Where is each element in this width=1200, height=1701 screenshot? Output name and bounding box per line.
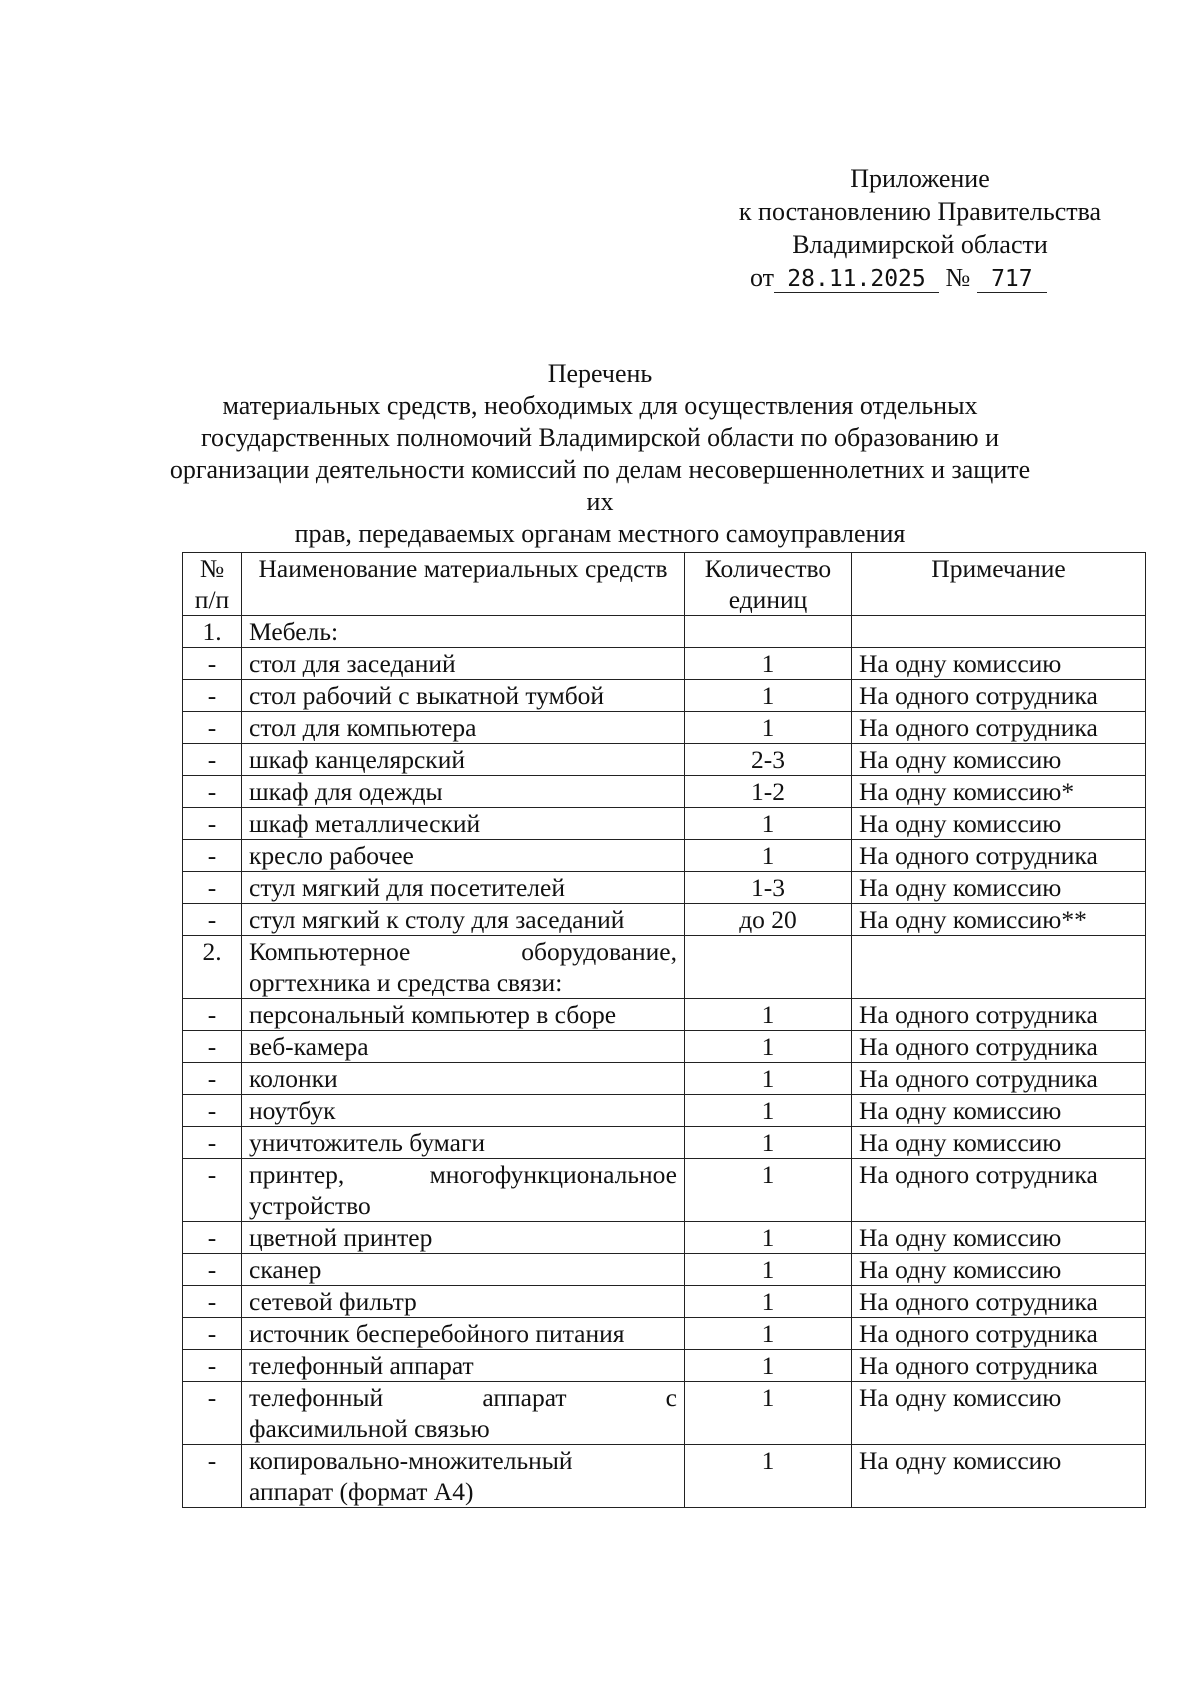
row-note: На одного сотрудника — [852, 680, 1146, 712]
row-quantity: 1 — [685, 999, 852, 1031]
row-name: источник бесперебойного питания — [242, 1318, 685, 1350]
row-note: На одну комиссию — [852, 744, 1146, 776]
table-row — [183, 680, 1146, 712]
row-number: - — [183, 680, 242, 712]
table-header-row — [183, 553, 1146, 616]
row-quantity: 1 — [685, 712, 852, 744]
row-name: шкаф канцелярский — [242, 744, 685, 776]
row-note: На одного сотрудника — [852, 1286, 1146, 1318]
row-number: - — [183, 1254, 242, 1286]
row-note: На одного сотрудника — [852, 1350, 1146, 1382]
table-row — [183, 1382, 1146, 1445]
row-name: уничтожитель бумаги — [242, 1127, 685, 1159]
row-number: - — [183, 712, 242, 744]
resolution-number: 717 — [977, 266, 1047, 293]
table-row — [183, 1031, 1146, 1063]
row-name: сетевой фильтр — [242, 1286, 685, 1318]
table-row — [183, 872, 1146, 904]
row-name: цветной принтер — [242, 1222, 685, 1254]
title-line-1: Перечень — [547, 359, 653, 388]
row-quantity: 1 — [685, 1254, 852, 1286]
header-name: Наименование материальных средств — [242, 553, 685, 616]
row-name: стол для компьютера — [242, 712, 685, 744]
table-row — [183, 904, 1146, 936]
row-name: стол для заседаний — [242, 648, 685, 680]
row-number: - — [183, 1127, 242, 1159]
row-quantity: 2-3 — [685, 744, 852, 776]
row-name: сканер — [242, 1254, 685, 1286]
row-number: - — [183, 808, 242, 840]
row-name-part-1: копировально-множительный — [249, 1446, 573, 1475]
table-row — [183, 1222, 1146, 1254]
row-quantity: 1 — [685, 1031, 852, 1063]
row-number: - — [183, 1031, 242, 1063]
table-row — [183, 1095, 1146, 1127]
appendix-header — [690, 162, 1150, 294]
row-name: кресло рабочее — [242, 840, 685, 872]
title-line-4: организации деятельности комиссий по делам несовершеннолетних и защите их — [169, 455, 1031, 516]
row-name-part-1: принтер, многофункциональное — [249, 1160, 677, 1189]
table-row — [183, 1159, 1146, 1222]
row-note: На одну комиссию** — [852, 904, 1146, 936]
row-name: стул мягкий для посетителей — [242, 872, 685, 904]
row-quantity: 1 — [685, 1445, 852, 1508]
row-note: На одну комиссию — [852, 1095, 1146, 1127]
row-number: - — [183, 1286, 242, 1318]
row-number: - — [183, 1318, 242, 1350]
row-name: стул мягкий к столу для заседаний — [242, 904, 685, 936]
appendix-resolution: к постановлению Правительства — [738, 197, 1102, 226]
row-name: стол рабочий с выкатной тумбой — [242, 680, 685, 712]
row-number: - — [183, 904, 242, 936]
row-quantity: 1 — [685, 648, 852, 680]
row-note: На одного сотрудника — [852, 1159, 1146, 1222]
table-row — [183, 1318, 1146, 1350]
table-row — [183, 1350, 1146, 1382]
row-quantity: 1 — [685, 1159, 852, 1222]
row-quantity: 1-2 — [685, 776, 852, 808]
row-quantity: 1-3 — [685, 872, 852, 904]
row-name: Мебель: — [242, 616, 685, 648]
row-name — [242, 1382, 685, 1445]
row-name: шкаф для одежды — [242, 776, 685, 808]
row-note: На одну комиссию — [852, 1382, 1146, 1445]
row-name-part-1: телефонный аппарат с — [249, 1383, 677, 1412]
table-row — [183, 744, 1146, 776]
row-number: - — [183, 1382, 242, 1445]
appendix-date-line — [690, 261, 1150, 294]
row-note: На одну комиссию — [852, 808, 1146, 840]
table-row — [183, 1286, 1146, 1318]
row-name-part-2: аппарат (формат А4) — [249, 1477, 474, 1506]
number-prefix: № — [945, 263, 971, 292]
row-note: На одну комиссию — [852, 1127, 1146, 1159]
row-number: - — [183, 1095, 242, 1127]
row-note: На одну комиссию — [852, 648, 1146, 680]
row-quantity: 1 — [685, 1382, 852, 1445]
row-note: На одну комиссию — [852, 1222, 1146, 1254]
row-number: - — [183, 1222, 242, 1254]
row-number: - — [183, 744, 242, 776]
table-row — [183, 936, 1146, 999]
row-quantity: 1 — [685, 680, 852, 712]
row-number: - — [183, 999, 242, 1031]
row-name — [242, 936, 685, 999]
row-quantity: 1 — [685, 1286, 852, 1318]
table-row — [183, 712, 1146, 744]
row-name-part-2: факсимильной связью — [249, 1414, 490, 1443]
row-number: - — [183, 1350, 242, 1382]
row-name: шкаф металлический — [242, 808, 685, 840]
row-note: На одного сотрудника — [852, 840, 1146, 872]
row-name-part-2: устройство — [249, 1191, 371, 1220]
table-row — [183, 776, 1146, 808]
table-row — [183, 648, 1146, 680]
row-note: На одну комиссию — [852, 1445, 1146, 1508]
row-note: На одного сотрудника — [852, 1318, 1146, 1350]
row-note — [852, 936, 1146, 999]
row-note: На одну комиссию — [852, 872, 1146, 904]
table-row — [183, 1445, 1146, 1508]
row-note: На одну комиссию* — [852, 776, 1146, 808]
document-title — [160, 358, 1040, 550]
header-qty: Количество единиц — [685, 553, 852, 616]
title-line-3: государственных полномочий Владимирской области по образованию и — [201, 423, 999, 452]
title-line-5: прав, передаваемых органам местного самоуправления — [294, 519, 906, 548]
appendix-title: Приложение — [850, 164, 990, 193]
row-quantity: 1 — [685, 1350, 852, 1382]
row-number: - — [183, 1063, 242, 1095]
row-number: - — [183, 776, 242, 808]
row-name-part-2: оргтехника и средства связи: — [249, 968, 563, 997]
row-quantity: 1 — [685, 1127, 852, 1159]
header-num: № п/п — [183, 553, 242, 616]
row-note: На одну комиссию — [852, 1254, 1146, 1286]
title-line-2: материальных средств, необходимых для осуществления отдельных — [222, 391, 978, 420]
row-name: веб-камера — [242, 1031, 685, 1063]
table-row — [183, 840, 1146, 872]
table-body — [183, 616, 1146, 1508]
row-name: персональный компьютер в сборе — [242, 999, 685, 1031]
row-note: На одного сотрудника — [852, 999, 1146, 1031]
table-row — [183, 1063, 1146, 1095]
row-quantity: 1 — [685, 808, 852, 840]
table-row — [183, 616, 1146, 648]
date-prefix: от — [750, 263, 775, 292]
row-number: - — [183, 648, 242, 680]
row-name: ноутбук — [242, 1095, 685, 1127]
table-row — [183, 999, 1146, 1031]
table-row — [183, 1254, 1146, 1286]
row-quantity: 1 — [685, 840, 852, 872]
row-note — [852, 616, 1146, 648]
row-number: - — [183, 1445, 242, 1508]
row-note: На одного сотрудника — [852, 712, 1146, 744]
row-number: - — [183, 1159, 242, 1222]
row-number: 1. — [183, 616, 242, 648]
row-quantity: 1 — [685, 1222, 852, 1254]
resolution-date: 28.11.2025 — [774, 266, 939, 293]
row-note: На одного сотрудника — [852, 1063, 1146, 1095]
row-quantity: 1 — [685, 1318, 852, 1350]
row-name: телефонный аппарат — [242, 1350, 685, 1382]
row-note: На одного сотрудника — [852, 1031, 1146, 1063]
row-number: - — [183, 872, 242, 904]
appendix-region: Владимирской области — [792, 230, 1048, 259]
table-row — [183, 808, 1146, 840]
header-note: Примечание — [852, 553, 1146, 616]
row-name — [242, 1159, 685, 1222]
row-quantity: 1 — [685, 1063, 852, 1095]
row-number: - — [183, 840, 242, 872]
row-quantity: до 20 — [685, 904, 852, 936]
row-number: 2. — [183, 936, 242, 999]
row-quantity: 1 — [685, 1095, 852, 1127]
row-name — [242, 1445, 685, 1508]
row-quantity — [685, 616, 852, 648]
table-row — [183, 1127, 1146, 1159]
row-quantity — [685, 936, 852, 999]
row-name: колонки — [242, 1063, 685, 1095]
materials-table — [182, 552, 1146, 1508]
row-name-part-1: Компьютерное оборудование, — [249, 937, 677, 966]
